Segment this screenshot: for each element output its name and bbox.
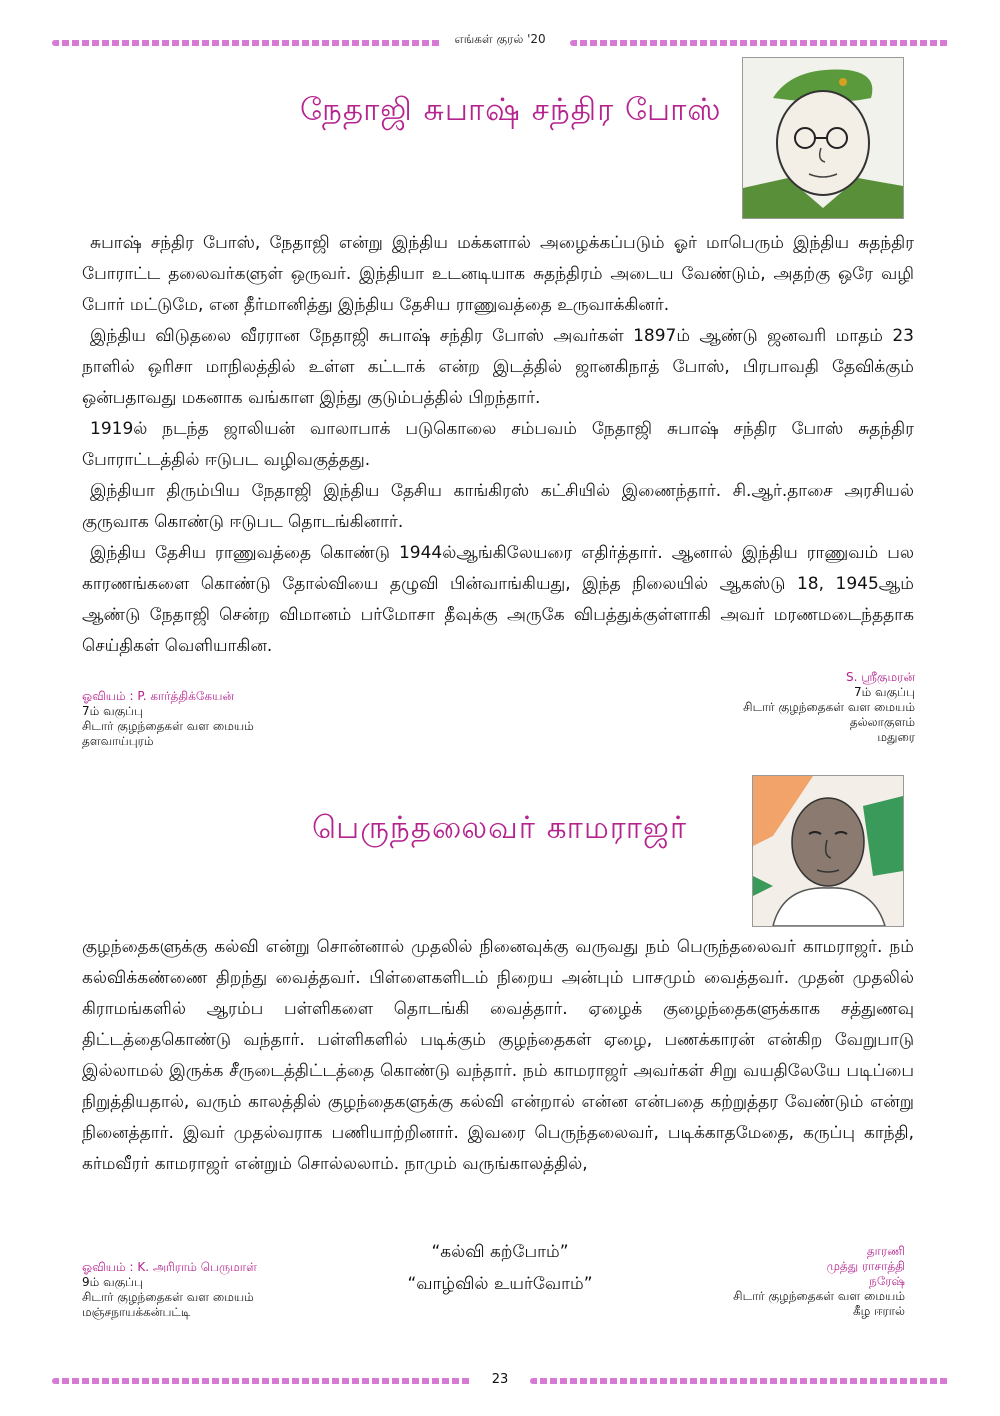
netaji-portrait [742,57,904,219]
author-place: தல்லாகுளம் [849,715,915,729]
artist-name: ஓவியம் : P. கார்த்திக்கேயன் [82,689,234,703]
article2-artist-credit [82,1260,257,1320]
artist-center: சிடார் குழந்தைகள் வள மையம் [82,1290,254,1304]
article1-artist-credit [82,689,254,749]
header-divider-right [570,40,950,46]
artist-class: 9ம் வகுப்பு [82,1275,144,1289]
slogan-line: “வாழ்வில் உயர்வோம்” [407,1274,593,1294]
article2-title: பெருந்தலைவர் காமராஜர் [312,810,688,846]
article2-paragraph: குழந்தைகளுக்கு கல்வி என்று சொன்னால் முதலில் நினைவுக்கு வருவது நம் பெருந்தலைவர் காமராஜர். நம் கல்விக்கண்ணை திறந்து வைத்தவர். பிள்ளைகளிடம் நிறைய அன்பும் பாசமும் வைத்தவர். முதன் முதலில் கிராமங்களில் ஆரம்ப பள்ளிகளை தொடங்கி வைத்தார். ஏழைக் குழைந்தைகளுக்காக சத்துணவு திட்டத்தைகொண்டு வந்தார். பள்ளிகளில் படிக்கும் குழந்தைகள் ஏழை, பணக்காரன் என்கிற வேறுபாடு இல்லாமல் இருக்க சீருடைத்திட்டத்தை கொண்டு வந்தார். நம் காமராஜர் அவர்கள் சிறு வயதிலேயே படிப்பை நிறுத்தியதால், வரும் காலத்தில் குழந்தைகளுக்கு கல்வி என்றால் என்ன என்பதை கற்றுத்தர வேண்டும் என்று நினைத்தார். இவர் முதல்வராக பணியாற்றினார். இவரை பெருந்தலைவர், படிக்காதமேதை, கருப்பு காந்தி, கர்மவீரர் காமராஜர் என்றும் சொல்லலாம். நாமும் வருங்காலத்தில், [82,937,914,1174]
artist-class: 7ம் வகுப்பு [82,704,144,718]
article1-paragraph: இந்தியா திரும்பிய நேதாஜி இந்திய தேசிய காங்கிரஸ் கட்சியில் இணைந்தார். சி.ஆர்.தாசை அரசியல் குருவாக கொண்டு ஈடுபட தொடங்கினார். [82,481,914,532]
header-title: எங்கள் குரல் '20 [454,32,546,46]
article2-body [82,932,914,1180]
author-center: சிடார் குழந்தைகள் வள மையம் [733,1289,905,1303]
article1-body [82,228,914,662]
slogan [380,1236,620,1300]
article1-paragraph: இந்திய தேசிய ராணுவத்தை கொண்டு 1944ல்ஆங்கிலேயரை எதிர்த்தார். ஆனால் இந்திய ராணுவம் பல காரணங்களை கொண்டு தோல்வியை தழுவி பின்வாங்கியது, இந்த நிலையில் ஆகஸ்டு 18, 1945ஆம் ஆண்டு நேதாஜி சென்ற விமானம் பர்மோசா தீவுக்கு அருகே விபத்துக்குள்ளாகி அவர் மரணமடைந்ததாக செய்திகள் வெளியாகின. [82,543,914,656]
author-name: முத்து ராசாத்தி [826,1259,905,1273]
netaji-drawing [743,58,903,218]
article1-paragraph: 1919ல் நடந்த ஜாலியன் வாலாபாக் படுகொலை சம்பவம் நேதாஜி சுபாஷ் சந்திர போஸ் சுதந்திர போராட்டத்தில் ஈடுபட வழிவகுத்தது. [82,419,914,470]
author-place: மதுரை [877,730,915,744]
kamaraj-drawing [753,776,903,926]
slogan-line: “கல்வி கற்போம்” [431,1242,569,1262]
footer-divider-right [530,1378,950,1384]
author-class: 7ம் வகுப்பு [853,685,915,699]
author-place: கீழ ஈரால் [852,1304,905,1318]
page-number: 23 [491,1372,509,1387]
artist-place: தளவாய்புரம் [82,734,154,748]
artist-center: சிடார் குழந்தைகள் வள மையம் [82,719,254,733]
artist-name: ஓவியம் : K. அரிராம் பெருமாள் [82,1260,257,1274]
article1-paragraph: சுபாஷ் சந்திர போஸ், நேதாஜி என்று இந்திய மக்களால் அழைக்கப்படும் ஓர் மாபெரும் இந்திய சுதந்திர போராட்ட தலைவர்களுள் ஒருவர். இந்தியா உடனடியாக சுதந்திரம் அடைய வேண்டும், அதற்கு ஒரே வழி போர் மட்டுமே, என தீர்மானித்து இந்திய தேசிய ராணுவத்தை உருவாக்கினர். [82,233,914,315]
author-center: சிடார் குழந்தைகள் வள மையம் [743,700,915,714]
article1-author-credit [743,670,915,745]
author-name: நரேஷ் [869,1274,905,1288]
kamaraj-portrait [752,775,904,927]
article1-title: நேதாஜி சுபாஷ் சந்திர போஸ் [300,92,722,128]
artist-place: மஞ்சநாயக்கன்பட்டி [82,1305,191,1319]
author-name: S. ஸ்ரீகுமரன் [846,670,915,684]
article2-author-credit [733,1244,905,1319]
author-name: தாரணி [866,1244,905,1258]
article1-paragraph: இந்திய விடுதலை வீரரான நேதாஜி சுபாஷ் சந்திர போஸ் அவர்கள் 1897ம் ஆண்டு ஜனவரி மாதம் 23 நாளில் ஒரிசா மாநிலத்தில் உள்ள கட்டாக் என்ற இடத்தில் ஜானகிநாத் போஸ், பிரபாவதி தேவிக்கும் ஒன்பதாவது மகனாக வங்காள இந்து குடும்பத்தில் பிறந்தார். [82,326,914,408]
